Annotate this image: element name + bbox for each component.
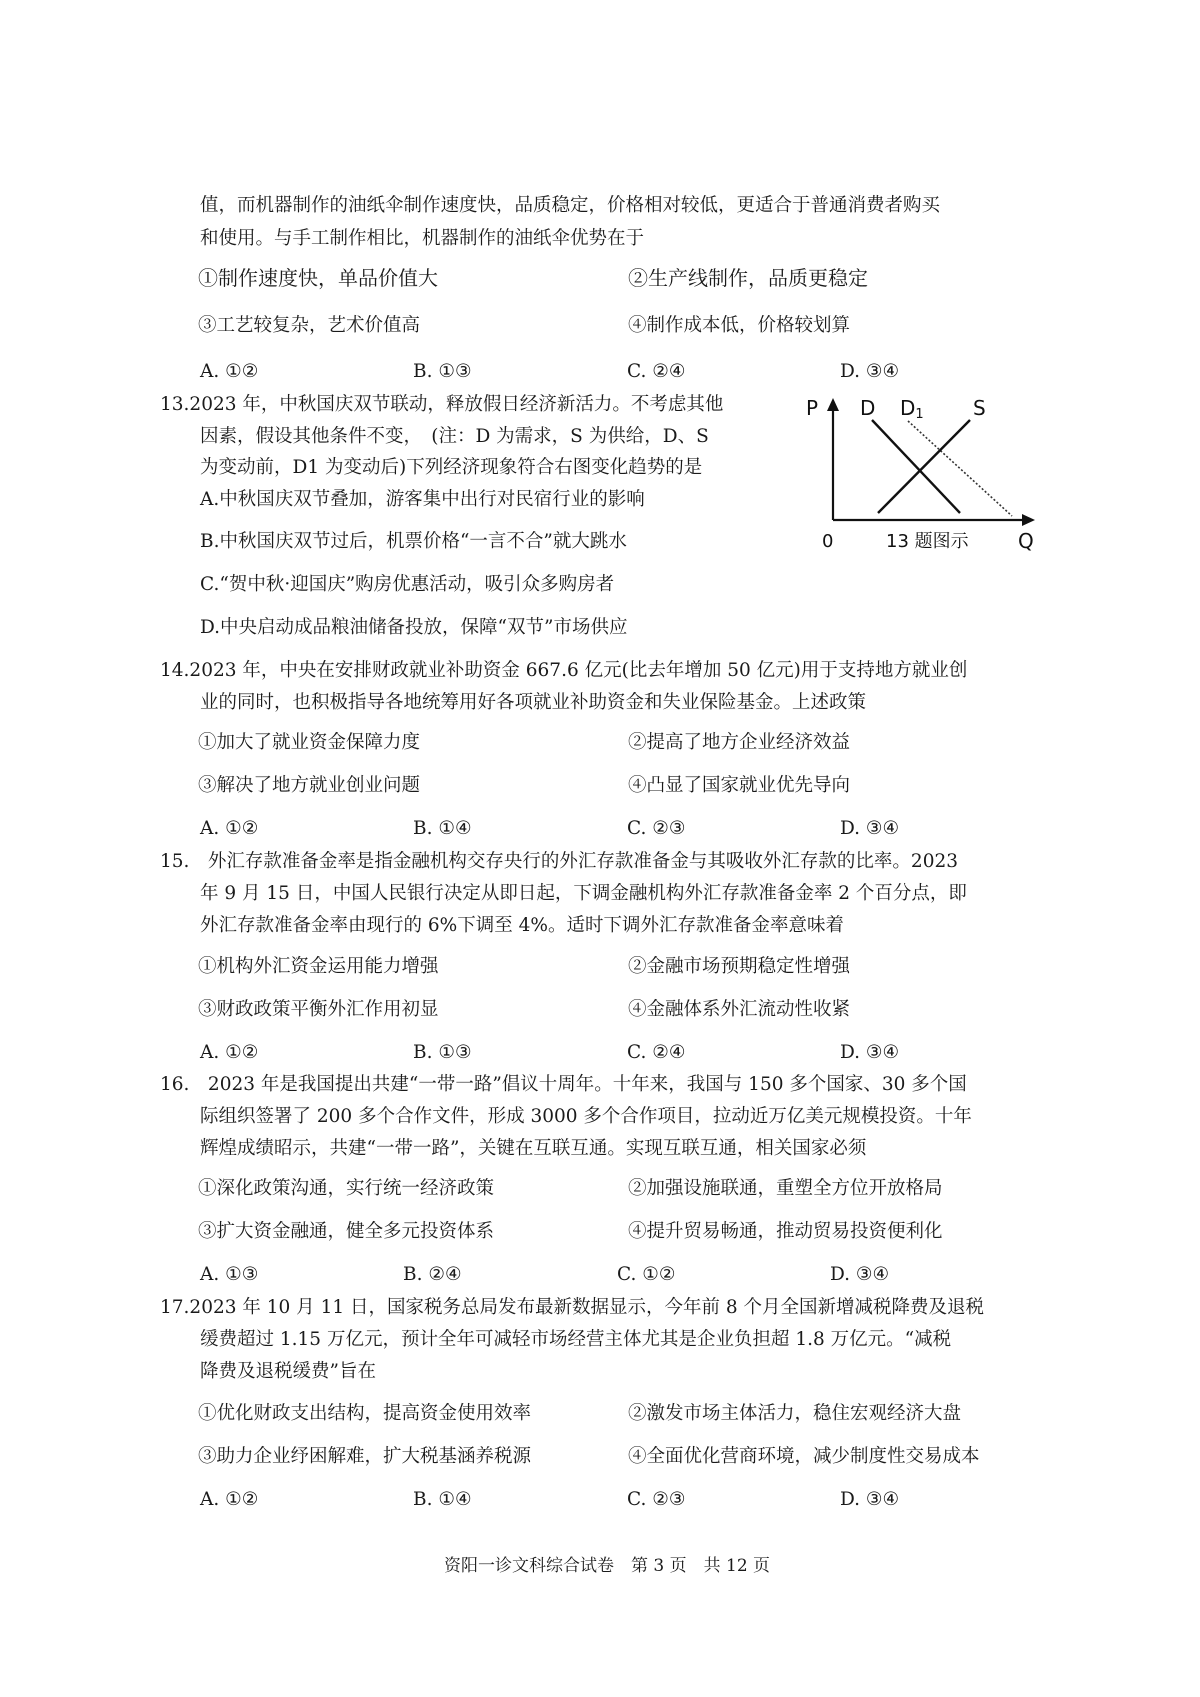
intro-item-4: ④制作成本低，价格较划算 [628,315,851,336]
q15-line-3: 外汇存款准备金率由现行的 6%下调至 4%。适时下调外汇存款准备金率意味着 [200,915,844,936]
q13-supply-demand-figure [800,395,1045,565]
q15-item-2: ②金融市场预期稳定性增强 [628,956,851,977]
x-axis-arrow [1022,514,1035,526]
q15-item-4: ④金融体系外汇流动性收紧 [628,999,851,1020]
q13-choice-c: C.“贺中秋·迎国庆”购房优惠活动，吸引众多购房者 [200,574,615,595]
d-label: D [860,396,876,420]
q16-item-1: ①深化政策沟通，实行统一经济政策 [198,1178,495,1199]
q17-answer-c: C. ②③ [627,1489,686,1510]
q14-answer-d: D. ③④ [840,818,900,839]
q16-answer-d: D. ③④ [830,1264,890,1285]
q13-choice-b: B.中秋国庆双节过后，机票价格“一言不合”就大跳水 [200,531,627,552]
q14-item-4: ④凸显了国家就业优先导向 [628,775,851,796]
q15-item-3: ③财政政策平衡外汇作用初显 [198,999,439,1020]
q14-item-2: ②提高了地方企业经济效益 [628,732,851,753]
q14-line-2: 业的同时，也积极指导各地统筹用好各项就业补助资金和失业保险基金。上述政策 [200,692,867,713]
s-label: S [973,396,986,420]
q16-answer-c: C. ①② [617,1264,676,1285]
q15-line-2: 年 9 月 15 日，中国人民银行决定从即日起，下调金融机构外汇存款准备金率 2 个百分点，即 [200,883,967,904]
d1-label-sub: 1 [915,407,924,422]
origin-label: 0 [822,531,834,552]
q15-item-1: ①机构外汇资金运用能力增强 [198,956,439,977]
page-footer: 资阳一诊文科综合试卷 第 3 页 共 12 页 [444,1556,771,1576]
q16-item-3: ③扩大资金融通，健全多元投资体系 [198,1221,495,1242]
intro-line-1: 值，而机器制作的油纸伞制作速度快，品质稳定，价格相对较低，更适合于普通消费者购买 [200,195,941,216]
q-axis-label: Q [1018,529,1034,553]
intro-answer-d: D. ③④ [840,361,900,382]
q16-answer-a: A. ①③ [200,1264,259,1285]
q17-line-3: 降费及退税缓费”旨在 [200,1361,376,1382]
q17-answer-a: A. ①② [200,1489,259,1510]
q16-line-1: 16. 2023 年是我国提出共建“一带一路”倡议十周年。十年来，我国与 150 多个国家、30 多个国 [160,1074,967,1095]
intro-answer-a: A. ①② [200,361,259,382]
q14-answer-c: C. ②③ [627,818,686,839]
q17-answer-b: B. ①④ [413,1489,472,1510]
q17-line-2: 缓费超过 1.15 万亿元，预计全年可减轻市场经营主体尤其是企业负担超 1.8 万亿元。“减税 [200,1329,952,1350]
intro-item-2: ②生产线制作，品质更稳定 [628,266,868,290]
d1-label [900,396,924,422]
q13-line-3: 为变动前，D1 为变动后)下列经济现象符合右图变化趋势的是 [200,457,703,478]
q14-answer-a: A. ①② [200,818,259,839]
supply-curve-s [878,420,970,513]
q14-answer-b: B. ①④ [413,818,472,839]
q17-item-2: ②激发市场主体活力，稳住宏观经济大盘 [628,1403,962,1424]
q17-item-4: ④全面优化营商环境，减少制度性交易成本 [628,1446,980,1467]
q14-item-3: ③解决了地方就业创业问题 [198,775,421,796]
q13-line-1: 13.2023 年，中秋国庆双节联动，释放假日经济新活力。不考虑其他 [160,394,724,415]
q13-line-2: 因素，假设其他条件不变， (注：D 为需求，S 为供给，D、S [200,426,709,447]
q17-item-3: ③助力企业纾困解难，扩大税基涵养税源 [198,1446,532,1467]
q14-item-1: ①加大了就业资金保障力度 [198,732,421,753]
q15-answer-c: C. ②④ [627,1042,686,1063]
intro-item-1: ①制作速度快，单品价值大 [198,266,438,290]
intro-item-3: ③工艺较复杂，艺术价值高 [198,315,421,336]
q15-answer-a: A. ①② [200,1042,259,1063]
q13-choice-d: D.中央启动成品粮油储备投放，保障“双节”市场供应 [200,617,628,638]
p-axis-label: P [806,396,819,420]
demand-curve-d [872,420,960,513]
q16-line-3: 辉煌成绩昭示，共建“一带一路”，关键在互联互通。实现互联互通，相关国家必须 [200,1138,867,1159]
figure-caption: 13 题图示 [886,531,969,552]
q16-item-2: ②加强设施联通，重塑全方位开放格局 [628,1178,943,1199]
intro-line-2: 和使用。与手工制作相比，机器制作的油纸伞优势在于 [200,228,645,249]
q14-line-1: 14.2023 年，中央在安排财政就业补助资金 667.6 亿元(比去年增加 50 亿元)用于支持地方就业创 [160,660,968,681]
q17-line-1: 17.2023 年 10 月 11 日，国家税务总局发布最新数据显示，今年前 8 个月全国新增减税降费及退税 [160,1297,985,1318]
q17-answer-d: D. ③④ [840,1489,900,1510]
intro-answer-b: B. ①③ [413,361,472,382]
intro-answer-c: C. ②④ [627,361,686,382]
q15-line-1: 15. 外汇存款准备金率是指金融机构交存央行的外汇存款准备金与其吸收外汇存款的比率。2023 [160,851,959,872]
q16-item-4: ④提升贸易畅通，推动贸易投资便利化 [628,1221,943,1242]
q16-line-2: 际组织签署了 200 多个合作文件，形成 3000 多个合作项目，拉动近万亿美元规模投资。十年 [200,1106,972,1127]
q15-answer-b: B. ①③ [413,1042,472,1063]
q13-choice-a: A.中秋国庆双节叠加，游客集中出行对民宿行业的影响 [200,489,645,510]
y-axis-arrow [827,398,839,411]
q17-item-1: ①优化财政支出结构，提高资金使用效率 [198,1403,532,1424]
q15-answer-d: D. ③④ [840,1042,900,1063]
q16-answer-b: B. ②④ [403,1264,462,1285]
d1-label-main: D [900,396,916,420]
